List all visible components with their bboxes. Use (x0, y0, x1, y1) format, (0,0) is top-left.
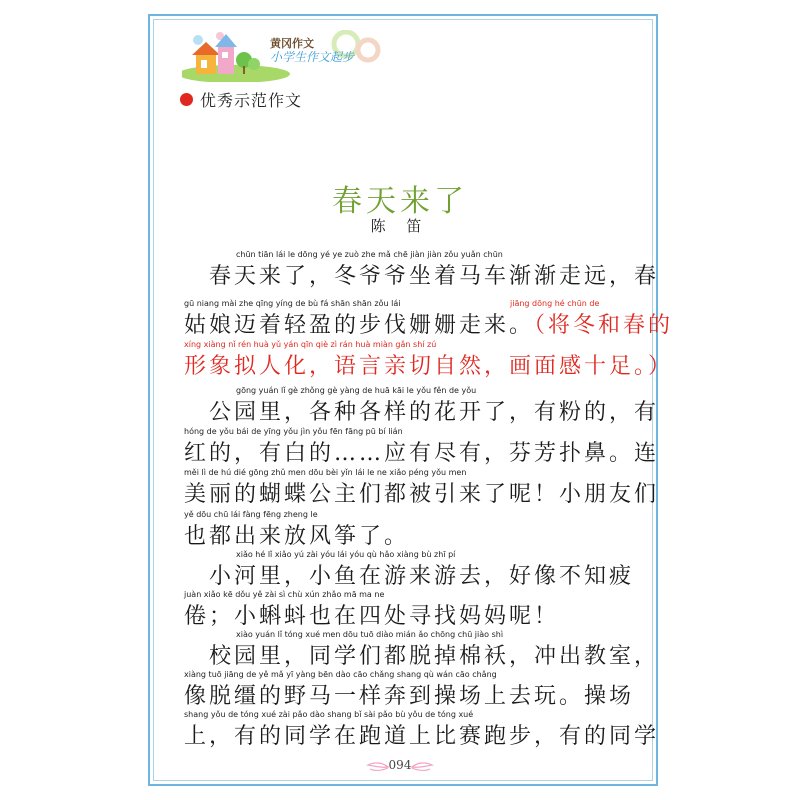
essay-author: 陈 笛 (370, 217, 430, 235)
series-title-line1: 黄冈作文 (270, 37, 314, 50)
hanzi-line: 校园里，同学们都脱掉棉袄，冲出教室， (184, 644, 660, 669)
hanzi-segment-red: （将冬和春的 (534, 313, 674, 338)
pinyin-line: gōng yuán lǐ gè zhǒng gè yàng de huā kāi le yǒu fěn de yǒu (236, 386, 477, 395)
text-line (184, 548, 635, 592)
hanzi-line: 上，有的同学在跑道上比赛跑步，有的同学 (184, 724, 660, 749)
text-line (184, 508, 624, 552)
hanzi-line: 像脱缰的野马一样奔到操场上去玩。操场 (184, 684, 635, 709)
hanzi-line (184, 311, 673, 341)
pinyin-line: xiào yuán lǐ tóng xué men dōu tuō diào mián ǎo chōng chū jiào shì (236, 630, 504, 639)
hanzi-line: 公园里，各种各样的花开了，有粉的，有 (184, 400, 660, 425)
text-line (184, 588, 624, 632)
right-wing-icon (410, 762, 434, 772)
pinyin-line: shang yǒu de tóng xué zài pǎo dào shang bǐ sài pǎo bù yǒu de tóng xué (184, 710, 474, 719)
hanzi-line: 红的，有白的……应有尽有，芬芳扑鼻。连 (184, 441, 660, 466)
series-title-line2: 小学生作文起步 (270, 49, 355, 64)
hanzi-line: 也都出来放风筝了。 (184, 524, 410, 549)
pinyin-line: chūn tiān lái le dōng yé ye zuò zhe mǎ chē jiàn jiàn zǒu yuǎn chūn (236, 250, 503, 259)
pinyin-line-red: jiāng dōng hé chūn de (510, 299, 600, 308)
hanzi-line: 美丽的蝴蝶公主们都被引来了呢！小朋友们 (184, 482, 660, 507)
pinyin-line: xiǎo hé lǐ xiǎo yú zài yóu lái yóu qù hǎo xiàng bù zhī pí (236, 550, 456, 559)
hanzi-segment: 姑娘迈着轻盈的步伐姗姗走来。 (184, 313, 535, 338)
text-line (184, 248, 660, 292)
series-title (270, 38, 354, 64)
hanzi-line: 春天来了，冬爷爷坐着马车渐渐走远，春 (184, 264, 660, 289)
hanzi-line: 形象拟人化，语言亲切自然，画面感十足。） (184, 354, 674, 379)
section-heading (180, 88, 302, 111)
pinyin-line: měi lì de hú dié gōng zhǔ men dōu bèi yǐn lái le ne xiǎo péng yǒu men (184, 468, 467, 477)
text-line (184, 628, 660, 672)
text-line (184, 668, 635, 712)
hanzi-line: 小河里，小鱼在游来游去，好像不知疲 (184, 564, 635, 589)
page-number: 094 (388, 758, 412, 772)
pinyin-line: xíng xiàng nǐ rén huà yǔ yán qīn qiè zì rán huà miàn gǎn shí zú (184, 340, 437, 349)
hanzi-line: 倦；小蝌蚪也在四处寻找妈妈呢！ (184, 604, 560, 629)
pinyin-line: yě dōu chū lái fàng fēng zheng le (184, 510, 318, 519)
pinyin-line: gū niang mài zhe qīng yíng de bù fá shān shān zǒu lái (184, 299, 401, 308)
text-line (184, 425, 660, 469)
section-label: 优秀示范作文 (200, 91, 303, 110)
text-line (184, 708, 660, 752)
comment-line (184, 338, 674, 382)
red-bullet-icon (180, 93, 193, 106)
text-line (184, 466, 660, 510)
text-line (184, 384, 660, 428)
text-line (184, 297, 674, 341)
essay-title: 春天来了 (332, 184, 468, 219)
pinyin-line: xiàng tuō jiāng de yě mǎ yī yàng bēn dào cāo chǎng shang qù wán cāo chǎng (184, 670, 497, 679)
pinyin-line: hóng de yǒu bái de yīng yǒu jìn yǒu fēn fāng pū bí lián (184, 427, 403, 436)
pinyin-line: juàn xiǎo kē dǒu yě zài sì chù xún zhǎo mā ma ne (184, 590, 385, 599)
